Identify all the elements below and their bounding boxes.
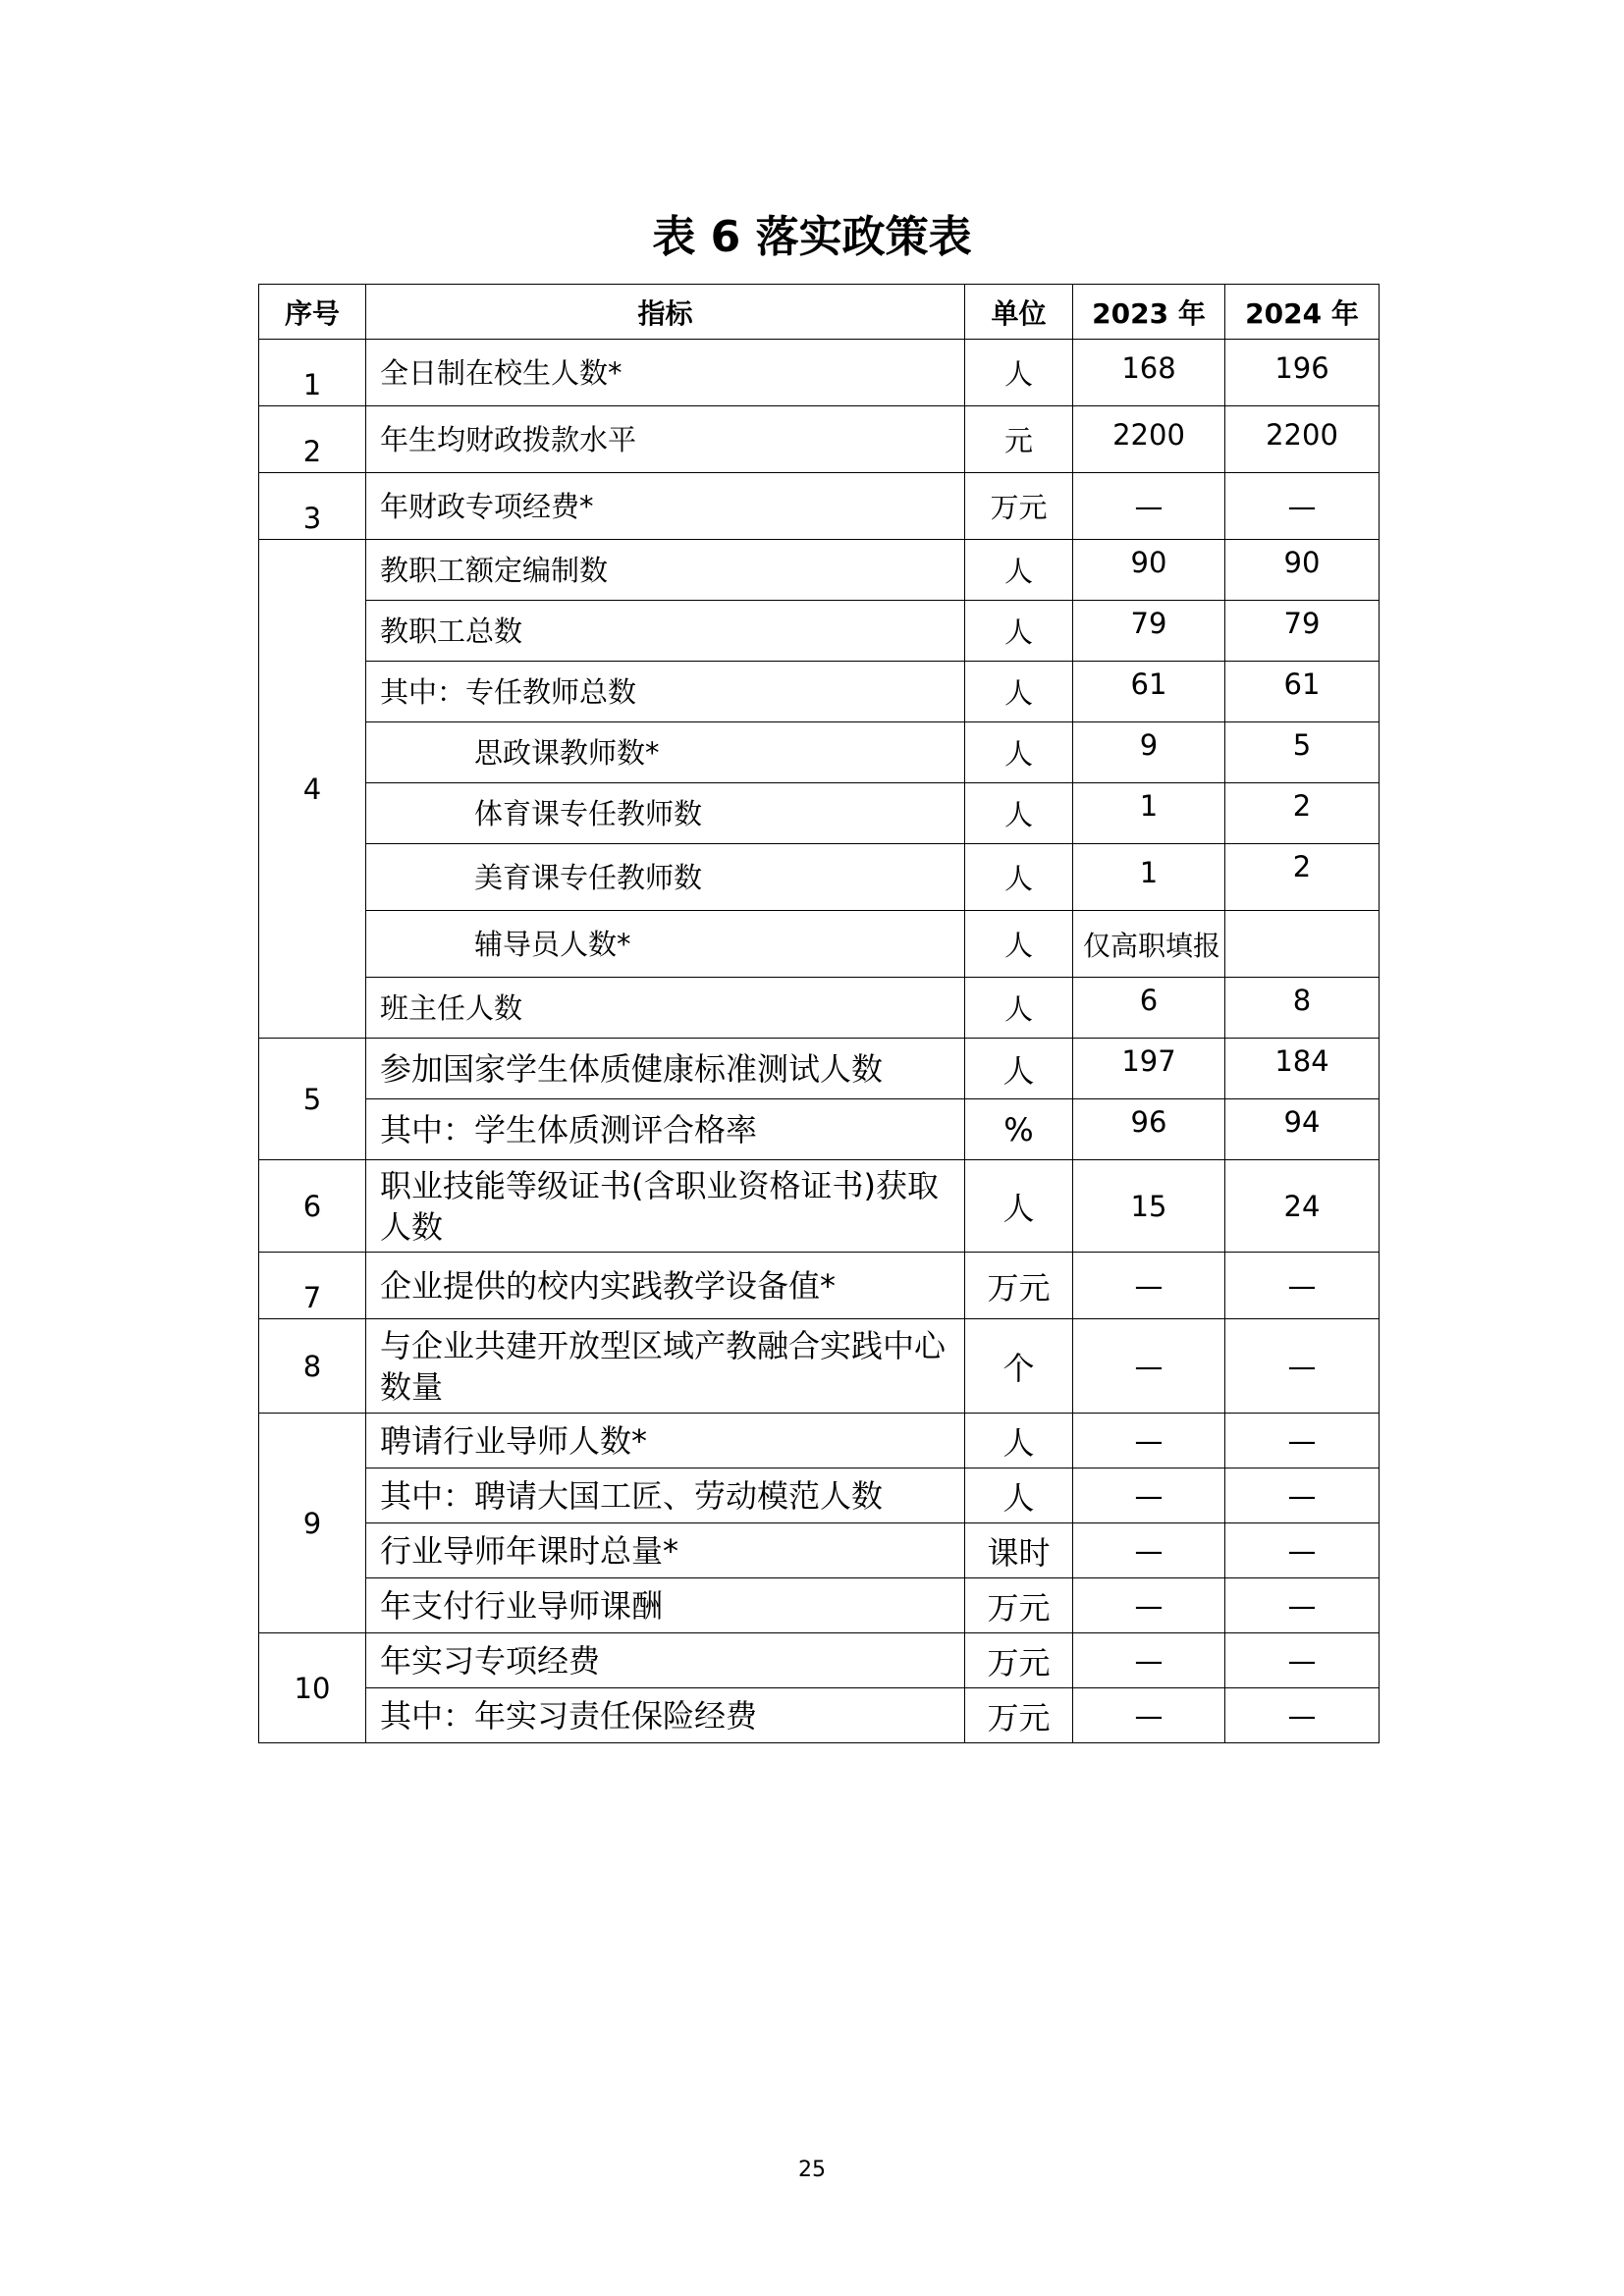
unit-cell: 人: [965, 540, 1073, 601]
table-row: [259, 1414, 1380, 1468]
indicator-cell: 体育课专任教师数: [366, 783, 965, 844]
value-2023-cell: 61: [1073, 662, 1225, 722]
unit-cell: 万元: [965, 1633, 1073, 1688]
value-2023-cell: 79: [1073, 601, 1225, 662]
indicator-cell: 其中：学生体质测评合格率: [366, 1099, 965, 1160]
value-2024-cell: 2: [1225, 783, 1380, 844]
unit-cell: 个: [965, 1319, 1073, 1414]
unit-cell: 人: [965, 1160, 1073, 1253]
table-row: [259, 473, 1380, 540]
unit-cell: 万元: [965, 473, 1073, 540]
value-2024-cell: —: [1225, 1633, 1380, 1688]
unit-cell: 人: [965, 911, 1073, 978]
value-2024-cell: —: [1225, 1414, 1380, 1468]
table-row: [259, 1468, 1380, 1523]
policy-table: [258, 284, 1380, 1743]
value-2024-cell: —: [1225, 1688, 1380, 1743]
table-row: [259, 722, 1380, 783]
value-2024-cell: 184: [1225, 1039, 1380, 1099]
value-2023-cell: —: [1073, 1688, 1225, 1743]
header-2024: 2024 年: [1225, 285, 1380, 340]
value-2024-cell: 94: [1225, 1099, 1380, 1160]
value-2023-cell: —: [1073, 1578, 1225, 1633]
indicator-cell: 班主任人数: [366, 978, 965, 1039]
value-2023-cell: —: [1073, 1633, 1225, 1688]
value-2023-cell: 2200: [1073, 406, 1225, 473]
indicator-cell: 企业提供的校内实践教学设备值*: [366, 1253, 965, 1319]
unit-cell: 人: [965, 662, 1073, 722]
unit-cell: 人: [965, 783, 1073, 844]
table-row: [259, 662, 1380, 722]
unit-cell: 元: [965, 406, 1073, 473]
table-row: [259, 1578, 1380, 1633]
indicator-cell: 参加国家学生体质健康标准测试人数: [366, 1039, 965, 1099]
indicator-cell: 教职工额定编制数: [366, 540, 965, 601]
table-row: [259, 1523, 1380, 1578]
unit-cell: 万元: [965, 1578, 1073, 1633]
value-2023-cell: 1: [1073, 783, 1225, 844]
indicator-cell: 职业技能等级证书(含职业资格证书)获取人数: [366, 1160, 965, 1253]
value-2023-cell: —: [1073, 473, 1225, 540]
value-2023-cell: 6: [1073, 978, 1225, 1039]
table-row: [259, 1688, 1380, 1743]
value-2023-cell: —: [1073, 1523, 1225, 1578]
page-number: 25: [798, 2158, 826, 2182]
header-seq: 序号: [259, 285, 366, 340]
seq-cell: 5: [259, 1039, 366, 1160]
value-2023-cell: —: [1073, 1253, 1225, 1319]
value-2024-cell: 90: [1225, 540, 1380, 601]
indicator-cell: 其中：年实习责任保险经费: [366, 1688, 965, 1743]
seq-cell: 9: [259, 1414, 366, 1633]
indicator-cell: 其中：聘请大国工匠、劳动模范人数: [366, 1468, 965, 1523]
indicator-cell: 与企业共建开放型区域产教融合实践中心数量: [366, 1319, 965, 1414]
seq-cell: 7: [259, 1253, 366, 1319]
value-2023-cell: 96: [1073, 1099, 1225, 1160]
seq-cell: 10: [259, 1633, 366, 1743]
seq-cell: 3: [259, 473, 366, 540]
unit-cell: 人: [965, 1414, 1073, 1468]
value-2024-cell: —: [1225, 1578, 1380, 1633]
value-2024-cell: [1225, 911, 1380, 978]
unit-cell: 人: [965, 978, 1073, 1039]
value-2024-cell: 8: [1225, 978, 1380, 1039]
value-2023-cell: 1: [1073, 844, 1225, 911]
table-header-row: [259, 285, 1380, 340]
value-2024-cell: —: [1225, 1253, 1380, 1319]
indicator-cell: 美育课专任教师数: [366, 844, 965, 911]
unit-cell: 人: [965, 722, 1073, 783]
header-unit: 单位: [965, 285, 1073, 340]
value-2023-cell: —: [1073, 1319, 1225, 1414]
table-row: [259, 1253, 1380, 1319]
unit-cell: 万元: [965, 1688, 1073, 1743]
value-2023-cell: —: [1073, 1414, 1225, 1468]
unit-cell: 人: [965, 1039, 1073, 1099]
indicator-cell: 行业导师年课时总量*: [366, 1523, 965, 1578]
seq-cell: 8: [259, 1319, 366, 1414]
table-row: [259, 978, 1380, 1039]
seq-cell: 4: [259, 540, 366, 1039]
value-2023-cell: —: [1073, 1468, 1225, 1523]
unit-cell: 人: [965, 1468, 1073, 1523]
value-2023-cell: 9: [1073, 722, 1225, 783]
value-2024-cell: 196: [1225, 340, 1380, 406]
indicator-cell: 年支付行业导师课酬: [366, 1578, 965, 1633]
indicator-cell: 聘请行业导师人数*: [366, 1414, 965, 1468]
table-row: [259, 844, 1380, 911]
header-indicator: 指标: [366, 285, 965, 340]
indicator-cell: 其中：专任教师总数: [366, 662, 965, 722]
table-row: [259, 540, 1380, 601]
value-2024-cell: 2: [1225, 844, 1380, 911]
note-cell: 仅高职填报: [1073, 911, 1225, 978]
value-2024-cell: —: [1225, 1319, 1380, 1414]
table-row: [259, 406, 1380, 473]
value-2023-cell: 15: [1073, 1160, 1225, 1253]
indicator-cell: 年财政专项经费*: [366, 473, 965, 540]
value-2024-cell: 5: [1225, 722, 1380, 783]
unit-cell: 课时: [965, 1523, 1073, 1578]
unit-cell: 人: [965, 340, 1073, 406]
unit-cell: 人: [965, 601, 1073, 662]
unit-cell: 人: [965, 844, 1073, 911]
table-row: [259, 1633, 1380, 1688]
indicator-cell: 全日制在校生人数*: [366, 340, 965, 406]
table-row: [259, 1319, 1380, 1414]
table-row: [259, 1039, 1380, 1099]
table-row: [259, 601, 1380, 662]
value-2024-cell: 61: [1225, 662, 1380, 722]
seq-cell: 1: [259, 340, 366, 406]
header-2023: 2023 年: [1073, 285, 1225, 340]
value-2024-cell: 2200: [1225, 406, 1380, 473]
indicator-cell: 教职工总数: [366, 601, 965, 662]
value-2023-cell: 197: [1073, 1039, 1225, 1099]
indicator-cell: 辅导员人数*: [366, 911, 965, 978]
value-2024-cell: —: [1225, 1468, 1380, 1523]
table-row: [259, 783, 1380, 844]
indicator-cell: 思政课教师数*: [366, 722, 965, 783]
value-2023-cell: 168: [1073, 340, 1225, 406]
unit-cell: %: [965, 1099, 1073, 1160]
unit-cell: 万元: [965, 1253, 1073, 1319]
seq-cell: 6: [259, 1160, 366, 1253]
seq-cell: 2: [259, 406, 366, 473]
table-row: [259, 340, 1380, 406]
indicator-cell: 年实习专项经费: [366, 1633, 965, 1688]
value-2024-cell: 24: [1225, 1160, 1380, 1253]
table-row: [259, 1160, 1380, 1253]
value-2024-cell: 79: [1225, 601, 1380, 662]
value-2024-cell: —: [1225, 1523, 1380, 1578]
value-2023-cell: 90: [1073, 540, 1225, 601]
page-title: 表 6 落实政策表: [652, 212, 972, 262]
table-row: [259, 911, 1380, 978]
table-row: [259, 1099, 1380, 1160]
value-2024-cell: —: [1225, 473, 1380, 540]
indicator-cell: 年生均财政拨款水平: [366, 406, 965, 473]
